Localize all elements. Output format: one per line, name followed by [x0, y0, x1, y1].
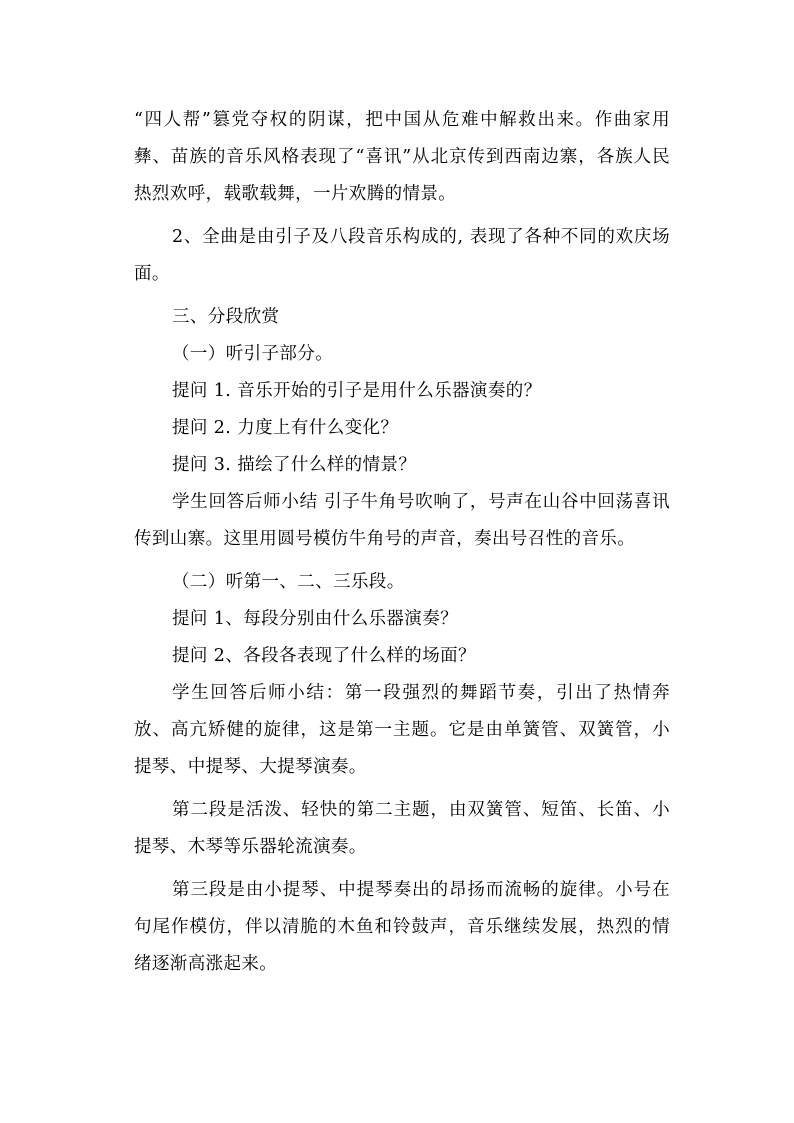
teacher-summary: 学生回答后师小结 引子牛角号吹响了，号声在山谷中回荡喜讯传到山寨。这里用圆号模仿牛角号的声音，奏出号召性的音乐。	[134, 492, 670, 549]
paragraph-continuation: “四人帮”篡党夺权的阴谋，把中国从危难中解救出来。作曲家用彝、苗族的音乐风格表现了“喜讯”从北京传到西南边寨，各族人民热烈欢呼，载歌载舞，一片欢腾的情景。	[134, 110, 670, 204]
section-heading: 三、分段欣赏	[172, 307, 280, 327]
paragraph: 第三段是由小提琴、中提琴奏出的昂扬而流畅的旋律。小号在句尾作模仿，伴以清脆的木鱼和铃鼓声，音乐继续发展，热烈的情绪逐渐高涨起来。	[134, 880, 670, 974]
subsection-heading: （二）听第一、二、三乐段。	[172, 572, 405, 592]
paragraph-structure: 2、全曲是由引子及八段音乐构成的, 表现了各种不同的欢庆场面。	[134, 227, 670, 284]
question-item: 提问 1、每段分别由什么乐器演奏？	[172, 609, 458, 629]
subsection-heading: （一）听引子部分。	[172, 344, 334, 364]
question-item: 提问 1. 音乐开始的引子是用什么乐器演奏的？	[172, 381, 542, 401]
paragraph: 第二段是活泼、轻快的第二主题，由双簧管、短笛、长笛、小提琴、木琴等乐器轮流演奏。	[134, 800, 670, 857]
teacher-summary: 学生回答后师小结：第一段强烈的舞蹈节奏，引出了热情奔放、高亢矫健的旋律，这是第一主题。它是由单簧管、双簧管，小提琴、中提琴、大提琴演奏。	[134, 683, 670, 777]
question-item: 提问 2. 力度上有什么变化？	[172, 418, 399, 438]
question-item: 提问 3. 描绘了什么样的情景？	[172, 455, 417, 475]
question-item: 提问 2、各段各表现了什么样的场面？	[172, 646, 476, 666]
document-body	[134, 102, 670, 983]
